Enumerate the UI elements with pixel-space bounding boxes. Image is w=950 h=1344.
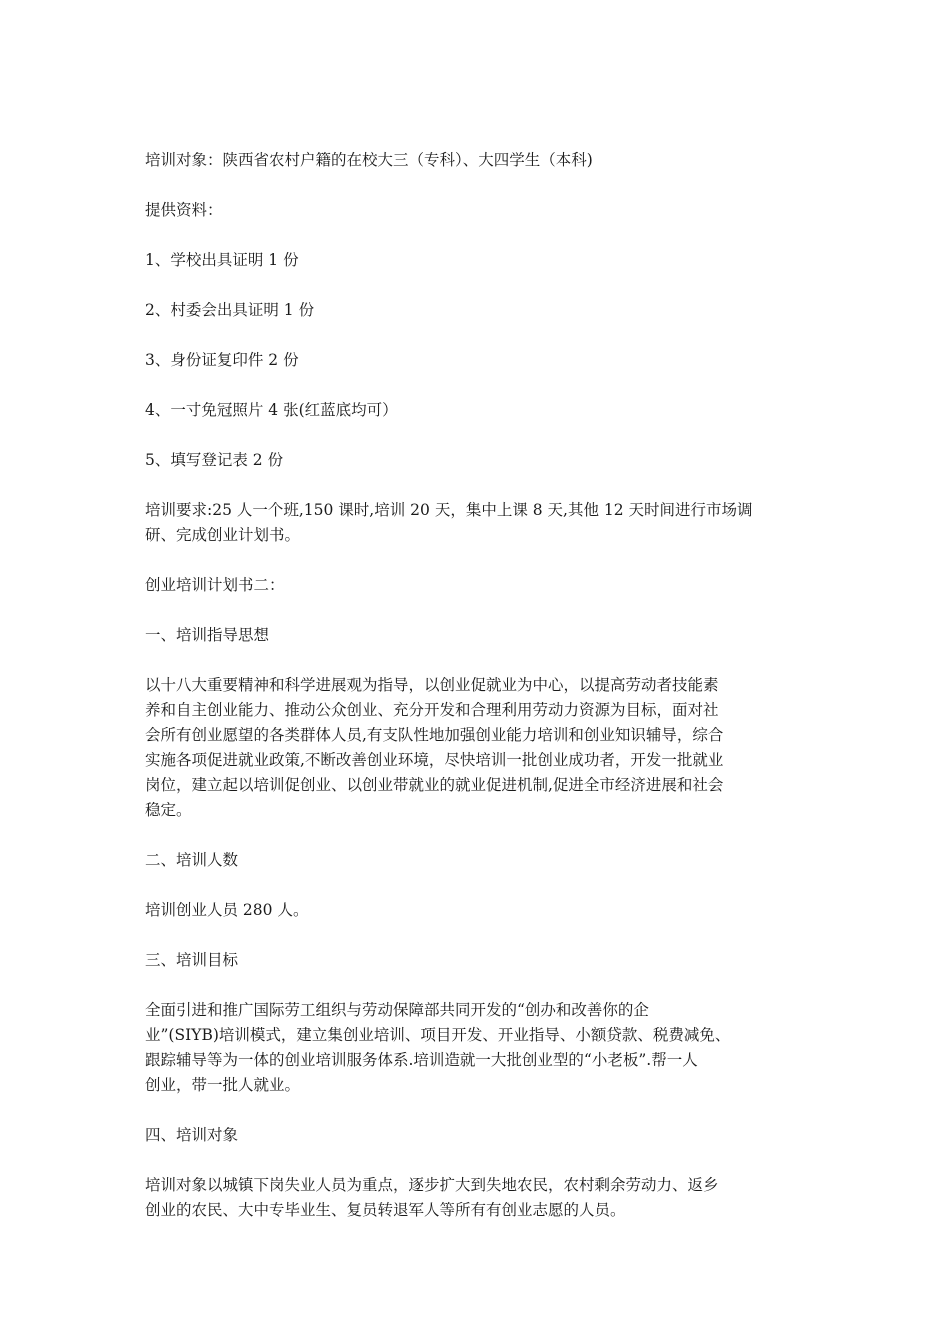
paragraph — [145, 198, 810, 223]
paragraph — [145, 1123, 810, 1148]
text-line: 2、村委会出具证明 1 份 — [145, 301, 315, 319]
text-line: 创业，带一批人就业。 — [145, 1076, 301, 1094]
paragraph — [145, 1173, 810, 1223]
text-line: 提供资料： — [145, 201, 223, 219]
paragraph — [145, 848, 810, 873]
text-line: 4、一寸免冠照片 4 张(红蓝底均可） — [145, 401, 398, 419]
paragraph — [145, 448, 810, 473]
paragraph — [145, 673, 810, 823]
paragraph — [145, 348, 810, 373]
paragraph — [145, 998, 810, 1098]
document-body — [145, 148, 810, 1248]
paragraph — [145, 623, 810, 648]
text-line: 以十八大重要精神和科学进展观为指导，以创业促就业为中心，以提高劳动者技能素 — [145, 676, 719, 694]
text-line: 业”(SIYB)培训模式，建立集创业培训、项目开发、开业指导、小额贷款、税费减免、 — [145, 1026, 731, 1044]
paragraph — [145, 898, 810, 923]
text-line: 全面引进和推广国际劳工组织与劳动保障部共同开发的“创办和改善你的企 — [145, 1001, 649, 1019]
text-line: 稳定。 — [145, 801, 192, 819]
text-line: 创业培训计划书二： — [145, 576, 285, 594]
text-line: 培训对象以城镇下岗失业人员为重点，逐步扩大到失地农民，农村剩余劳动力、返乡 — [145, 1176, 719, 1194]
text-line: 养和自主创业能力、推动公众创业、充分开发和合理利用劳动力资源为目标，面对社 — [145, 701, 719, 719]
text-line: 三、培训目标 — [145, 951, 239, 969]
text-line: 培训对象：陕西省农村户籍的在校大三（专科）、大四学生（本科) — [145, 151, 593, 169]
text-line: 一、培训指导思想 — [145, 626, 270, 644]
text-line: 实施各项促进就业政策,不断改善创业环境，尽快培训一批创业成功者，开发一批就业 — [145, 751, 724, 769]
text-line: 培训要求:25 人一个班,150 课时,培训 20 天，集中上课 8 天,其他 12 天时间进行市场调 — [145, 501, 753, 519]
paragraph — [145, 298, 810, 323]
text-line: 5、填写登记表 2 份 — [145, 451, 284, 469]
text-line: 研、完成创业计划书。 — [145, 526, 301, 544]
text-line: 1、学校出具证明 1 份 — [145, 251, 299, 269]
text-line: 跟踪辅导等为一体的创业培训服务体系.培训造就一大批创业型的“小老板”.帮一人 — [145, 1051, 698, 1069]
text-line: 创业的农民、大中专毕业生、复员转退军人等所有有创业志愿的人员。 — [145, 1201, 626, 1219]
text-line: 岗位，建立起以培训促创业、以创业带就业的就业促进机制,促进全市经济进展和社会 — [145, 776, 724, 794]
paragraph — [145, 398, 810, 423]
paragraph — [145, 248, 810, 273]
text-line: 3、身份证复印件 2 份 — [145, 351, 299, 369]
text-line: 会所有创业愿望的各类群体人员,有支队性地加强创业能力培训和创业知识辅导，综合 — [145, 726, 724, 744]
text-line: 培训创业人员 280 人。 — [145, 901, 309, 919]
text-line: 四、培训对象 — [145, 1126, 239, 1144]
paragraph — [145, 498, 810, 548]
paragraph — [145, 948, 810, 973]
paragraph — [145, 148, 810, 173]
text-line: 二、培训人数 — [145, 851, 239, 869]
paragraph — [145, 573, 810, 598]
